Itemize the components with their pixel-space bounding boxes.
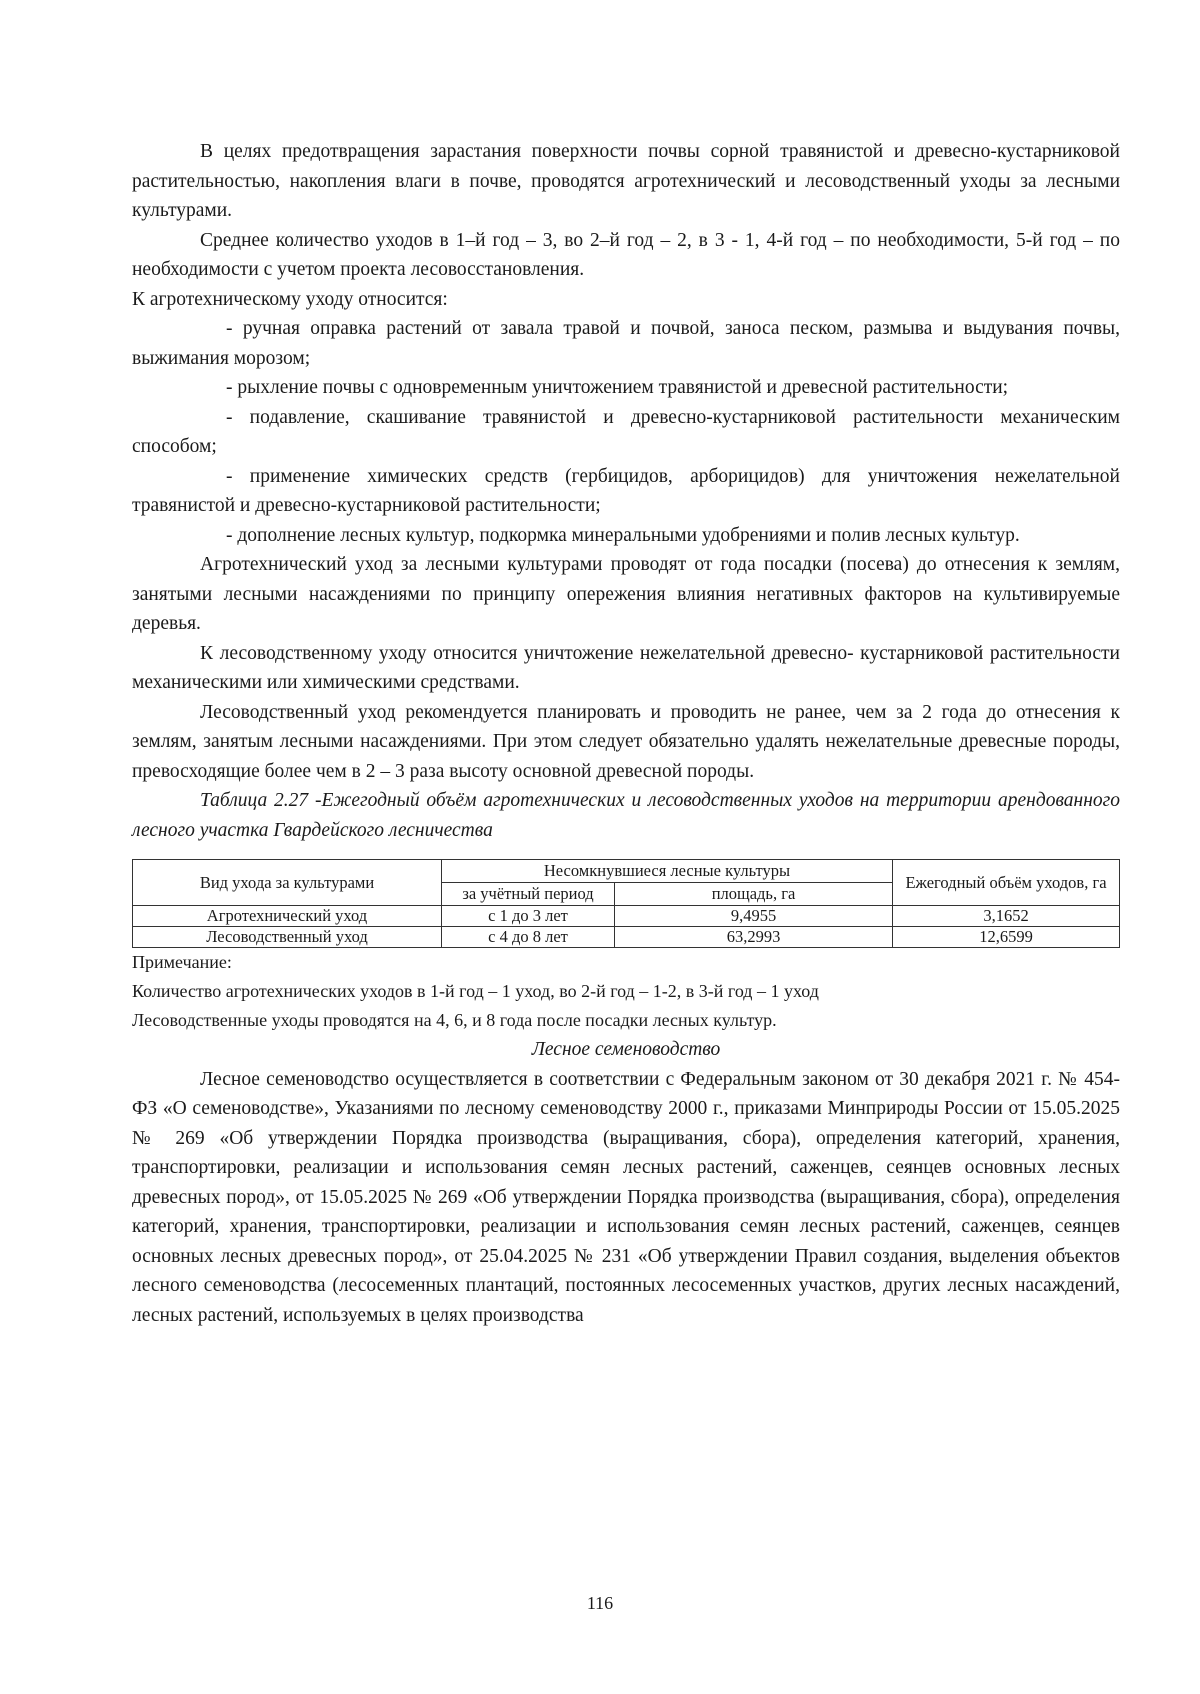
cell-care-type: Агротехнический уход: [133, 906, 442, 927]
cell-period: с 1 до 3 лет: [442, 906, 615, 927]
bullet-item-5: - дополнение лесных культур, подкормка минеральными удобрениями и полив лесных культур.: [226, 524, 1020, 546]
table-row: [133, 906, 1120, 927]
bullet-item-3: - подавление, скашивание травянистой и древесно-кустарниковой растительности механическим способом;: [132, 406, 1120, 457]
page-number: 116: [586, 1593, 614, 1613]
paragraph-seed-production: Лесное семеноводство осуществляется в соответствии с Федеральным законом от 30 декабря 2021 г. № 454-ФЗ «О семеноводстве», Указаниями по лесному семеноводству 2000 г., приказами Минприроды России от 15.05.2025 № 269 «Об утверждении Порядка производства (выращивания, сбора), определения категорий, хранения, транспортировки, реализации и использования семян лесных растений, саженцев, сеянцев основных лесных древесных пород», от 15.05.2025 № 269 «Об утверждении Порядка производства (выращивания, сбора), определения категорий, хранения, транспортировки, реализации и использования семян лесных растений, саженцев, сеянцев основных лесных древесных пород», от 25.04.2025 № 231 «Об утверждении Правил создания, выделения объектов лесного семеноводства (лесосеменных плантаций, постоянных лесосеменных участков, других лесных насаждений, лесных растений, используемых в целях производства: [132, 1068, 1120, 1326]
header-area: площадь, га: [615, 883, 893, 906]
header-annual-volume: Ежегодный объём уходов, га: [893, 860, 1120, 906]
section-title: Лесное семеноводство: [531, 1039, 721, 1060]
cell-care-type: Лесоводственный уход: [133, 927, 442, 948]
paragraph-silvicultural-care: К лесоводственному уходу относится уничтожение нежелательной древесно- кустарниковой растительности механическими или химическими средствами.: [132, 642, 1120, 693]
header-unclosed-plantations: Несомкнувшиеся лесные культуры: [442, 860, 893, 883]
cell-period: с 4 до 8 лет: [442, 927, 615, 948]
cell-volume: 3,1652: [893, 906, 1120, 927]
bullet-item-1: - ручная оправка растений от завала травой и почвой, заноса песком, размыва и выдувания почвы, выжимания морозом;: [132, 318, 1120, 369]
note-silvicultural-years: Лесоводственные уходы проводятся на 4, 6, и 8 года после посадки лесных культур.: [132, 1010, 777, 1030]
paragraph-agro-heading: К агротехническому уходу относится:: [132, 288, 448, 310]
note-agro-count: Количество агротехнических уходов в 1-й год – 1 уход, во 2-й год – 1-2, в 3-й год – 1 уход: [132, 981, 819, 1001]
bullet-item-4: - применение химических средств (гербицидов, арборицидов) для уничтожения нежелательной травянистой и древесно-кустарниковой растительности;: [132, 465, 1120, 516]
care-volume-table: [132, 859, 1120, 948]
bullet-item-2: - рыхление почвы с одновременным уничтожением травянистой и древесной растительности;: [226, 377, 1009, 398]
cell-area: 9,4955: [615, 906, 893, 927]
table-caption: Таблица 2.27 -Ежегодный объём агротехнических и лесоводственных уходов на территории арендованного лесного участка Гвардейского лесничества: [132, 790, 1120, 841]
paragraph-agro-care: Агротехнический уход за лесными культурами проводят от года посадки (посева) до отнесения к землям, занятыми лесными насаждениями по принципу опережения влияния негативных факторов на культивируемые деревья.: [132, 554, 1120, 634]
table-header-row: [133, 860, 1120, 883]
document-page: [132, 137, 1120, 1330]
table-row: [133, 927, 1120, 948]
cell-volume: 12,6599: [893, 927, 1120, 948]
header-care-type: Вид ухода за культурами: [133, 860, 442, 906]
paragraph-intro: В целях предотвращения зарастания поверхности почвы сорной травянистой и древесно-кустарниковой растительностью, накопления влаги в почве, проводятся агротехнический и лесоводственный уходы за лесными культурами.: [132, 141, 1120, 221]
note-title: Примечание:: [132, 952, 232, 972]
header-period: за учётный период: [442, 883, 615, 906]
paragraph-care-count: Среднее количество уходов в 1–й год – 3, во 2–й год – 2, в 3 - 1, 4-й год – по необходимости, 5-й год – по необходимости с учетом проекта лесовосстановления.: [132, 229, 1120, 280]
cell-area: 63,2993: [615, 927, 893, 948]
paragraph-silvicultural-planning: Лесоводственный уход рекомендуется планировать и проводить не ранее, чем за 2 года до отнесения к землям, занятым лесными насаждениями. При этом следует обязательно удалять нежелательные древесные породы, превосходящие более чем в 2 – 3 раза высоту основной древесной породы.: [132, 701, 1120, 782]
